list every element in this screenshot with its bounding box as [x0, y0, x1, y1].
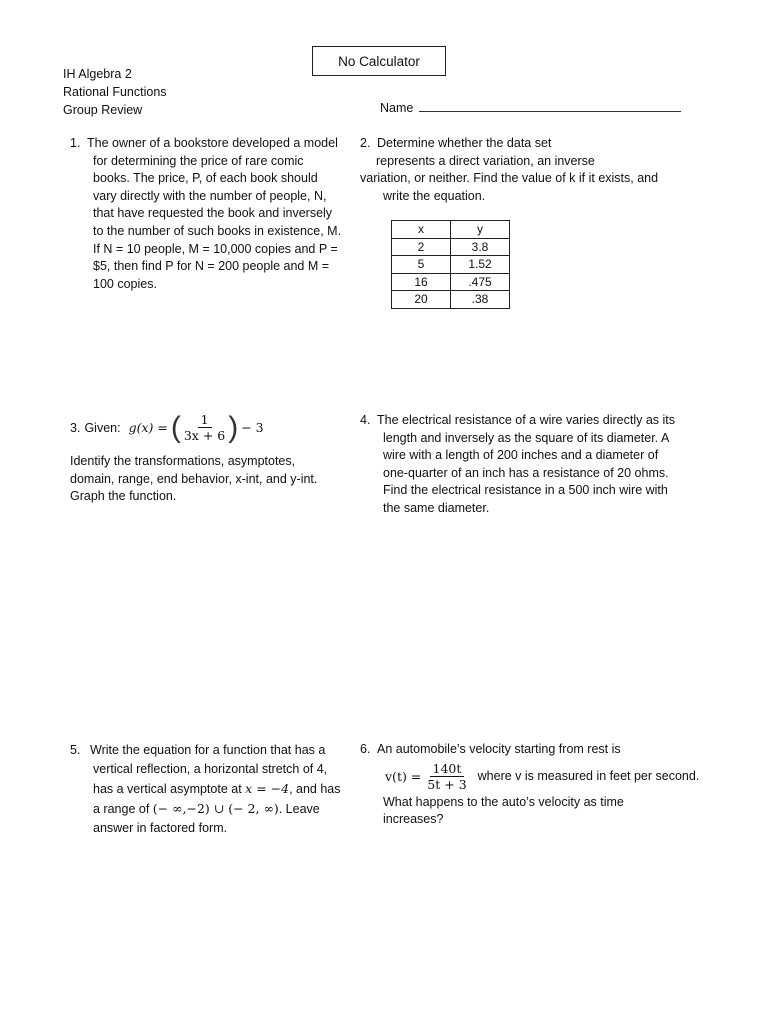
- name-field[interactable]: [380, 99, 681, 115]
- q3-line: domain, range, end behavior, x-int, and y-int.: [70, 471, 318, 486]
- q4-line: Find the electrical resistance in a 500 inch wire with: [383, 483, 668, 498]
- table-row: [392, 256, 510, 274]
- table-cell: 5: [392, 256, 451, 274]
- q3-number: 3.: [70, 420, 81, 435]
- q1-line: for determining the price of rare comic: [93, 153, 304, 168]
- q3-fn-lhs: g(x) =: [128, 420, 168, 435]
- q6-fn-lhs: v(t) =: [385, 768, 422, 784]
- q3-line: Graph the function.: [70, 489, 177, 504]
- q3-tail: − 3: [241, 420, 264, 435]
- q6-velocity-line: [360, 761, 710, 792]
- q2-line: represents a direct variation, an inverse: [376, 153, 595, 168]
- q2-line: 2. Determine whether the data set: [360, 135, 700, 153]
- q6-line: 6. An automobile’s velocity starting from rest is: [360, 741, 710, 759]
- data-table: [391, 220, 510, 309]
- q1-number: 1.: [70, 136, 81, 150]
- q6-line: increases?: [383, 812, 444, 827]
- q2-number: 2.: [360, 136, 371, 150]
- q3-frac-den: 3x + 6: [183, 428, 226, 443]
- q5-number: 5.: [70, 743, 81, 757]
- worksheet-type: Group Review: [63, 103, 143, 117]
- q4-number: 4.: [360, 413, 371, 427]
- q4-line: wire with a length of 200 inches and a diameter of: [383, 448, 659, 463]
- table-row: [392, 291, 510, 309]
- q3-fraction: [181, 412, 228, 443]
- table-header-row: [392, 221, 510, 239]
- table-cell: 20: [392, 291, 451, 309]
- course-title: IH Algebra 2: [63, 67, 132, 81]
- name-blank-line[interactable]: [419, 99, 681, 112]
- badge-text: No Calculator: [338, 53, 420, 69]
- q4-line: 4. The electrical resistance of a wire varies directly as its: [360, 412, 700, 430]
- q5-line: has a vertical asymptote at x = −4, and has: [93, 781, 341, 796]
- q6-fn-tail: where v is measured in feet per second.: [477, 769, 700, 784]
- right-paren: ): [228, 410, 239, 444]
- q5-line: vertical reflection, a horizontal stretch of 4,: [93, 762, 328, 776]
- name-label: Name: [380, 101, 414, 115]
- q4-line: one-quarter of an inch has a resistance of 20 ohms.: [383, 465, 669, 480]
- table-cell: 3.8: [451, 238, 510, 256]
- q1-line: books. The price, P, of each book should: [93, 171, 318, 186]
- q1-line: 1. The owner of a bookstore developed a model: [70, 135, 355, 153]
- unit-title: Rational Functions: [63, 85, 167, 99]
- q6-frac-num: 140t: [430, 761, 465, 777]
- left-paren: (: [170, 410, 181, 444]
- q1-line: If N = 10 people, M = 10,000 copies and P =: [93, 241, 338, 256]
- q5-range-math: (− ∞,−2) ∪ (− 2, ∞): [152, 801, 279, 816]
- no-calculator-badge: [312, 46, 446, 76]
- table-cell: 1.52: [451, 256, 510, 274]
- question-2: [360, 135, 700, 205]
- q5-asymptote-math: x = −4: [245, 781, 290, 796]
- q1-line: that have requested the book and inversely: [93, 206, 333, 221]
- header-block: [63, 65, 167, 119]
- q3-given: Given:: [84, 420, 121, 435]
- q3-frac-num: 1: [198, 412, 212, 428]
- table-row: [392, 273, 510, 291]
- question-4: [360, 412, 700, 518]
- q4-line: the same diameter.: [383, 500, 490, 515]
- q1-line: $5, then find P for N = 200 people and M =: [93, 259, 330, 274]
- q5-line: 5. Write the equation for a function that has a: [70, 741, 360, 760]
- q1-line: to the number of such books in existence, M.: [93, 223, 342, 238]
- q3-function-line: [70, 412, 264, 443]
- table-cell: 16: [392, 273, 451, 291]
- q2-line: write the equation.: [383, 188, 486, 203]
- q6-frac-den: 5t + 3: [427, 776, 467, 792]
- question-6: [360, 741, 710, 829]
- question-1: [70, 135, 355, 293]
- q1-line: 100 copies.: [93, 276, 157, 291]
- table-header: x: [392, 221, 451, 239]
- q6-line: What happens to the auto’s velocity as time: [383, 794, 624, 809]
- q2-line: variation, or neither. Find the value of k if it exists, and: [360, 171, 659, 186]
- table-cell: 2: [392, 238, 451, 256]
- table-cell: .38: [451, 291, 510, 309]
- q1-line: vary directly with the number of people, N,: [93, 188, 327, 203]
- q4-line: length and inversely as the square of its diameter. A: [383, 430, 670, 445]
- q3-line: Identify the transformations, asymptotes,: [70, 454, 296, 468]
- table-row: [392, 238, 510, 256]
- table-cell: .475: [451, 273, 510, 291]
- q5-line: a range of (− ∞,−2) ∪ (− 2, ∞). Leave: [93, 801, 320, 816]
- q6-number: 6.: [360, 742, 371, 756]
- question-3-text: [70, 453, 355, 506]
- q6-fraction: [424, 761, 469, 792]
- question-5: [70, 741, 360, 838]
- table-header: y: [451, 221, 510, 239]
- q5-line: answer in factored form.: [93, 821, 228, 835]
